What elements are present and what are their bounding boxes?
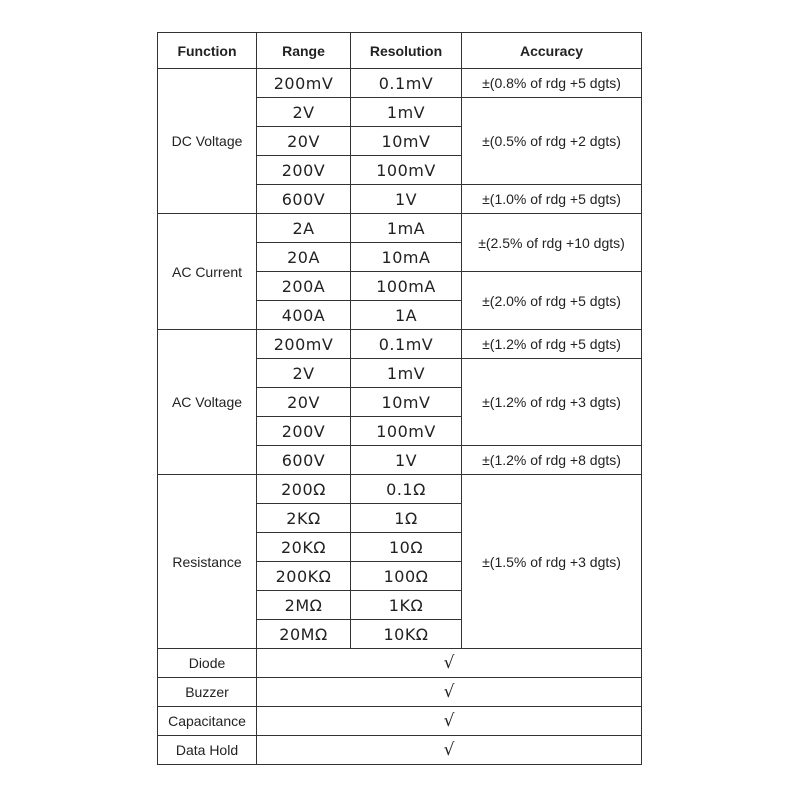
resolution-cell: 10mV: [351, 127, 462, 156]
accuracy-cell: ±(0.5% of rdg +2 dgts): [462, 98, 642, 185]
resolution-cell: 100Ω: [351, 562, 462, 591]
check-icon: √: [257, 707, 642, 736]
range-cell: 200V: [257, 417, 351, 446]
resolution-cell: 100mV: [351, 417, 462, 446]
range-cell: 200Ω: [257, 475, 351, 504]
resolution-cell: 1V: [351, 446, 462, 475]
function-data-hold: Data Hold: [158, 736, 257, 765]
function-resistance: Resistance: [158, 475, 257, 649]
resolution-cell: 1KΩ: [351, 591, 462, 620]
header-function: Function: [158, 33, 257, 69]
range-cell: 200mV: [257, 69, 351, 98]
resolution-cell: 1mV: [351, 98, 462, 127]
header-range: Range: [257, 33, 351, 69]
table-row: [158, 214, 642, 243]
header-accuracy: Accuracy: [462, 33, 642, 69]
table-row: [158, 649, 642, 678]
accuracy-cell: ±(1.5% of rdg +3 dgts): [462, 475, 642, 649]
check-icon: √: [257, 736, 642, 765]
range-cell: 2A: [257, 214, 351, 243]
range-cell: 200V: [257, 156, 351, 185]
accuracy-cell: ±(1.2% of rdg +3 dgts): [462, 359, 642, 446]
range-cell: 20V: [257, 388, 351, 417]
table-row: [158, 475, 642, 504]
accuracy-cell: ±(1.2% of rdg +8 dgts): [462, 446, 642, 475]
range-cell: 600V: [257, 446, 351, 475]
check-icon: √: [257, 678, 642, 707]
range-cell: 400A: [257, 301, 351, 330]
range-cell: 20KΩ: [257, 533, 351, 562]
range-cell: 2V: [257, 98, 351, 127]
header-row: [158, 33, 642, 69]
function-ac-voltage: AC Voltage: [158, 330, 257, 475]
table-row: [158, 736, 642, 765]
resolution-cell: 1Ω: [351, 504, 462, 533]
table-row: [158, 330, 642, 359]
accuracy-cell: ±(2.0% of rdg +5 dgts): [462, 272, 642, 330]
function-capacitance: Capacitance: [158, 707, 257, 736]
resolution-cell: 10Ω: [351, 533, 462, 562]
range-cell: 2MΩ: [257, 591, 351, 620]
resolution-cell: 100mA: [351, 272, 462, 301]
specification-table: [157, 32, 642, 765]
table-row: [158, 707, 642, 736]
resolution-cell: 1V: [351, 185, 462, 214]
range-cell: 600V: [257, 185, 351, 214]
range-cell: 2V: [257, 359, 351, 388]
range-cell: 20A: [257, 243, 351, 272]
function-diode: Diode: [158, 649, 257, 678]
resolution-cell: 0.1mV: [351, 330, 462, 359]
range-cell: 2KΩ: [257, 504, 351, 533]
resolution-cell: 10mA: [351, 243, 462, 272]
range-cell: 20V: [257, 127, 351, 156]
table-row: [158, 69, 642, 98]
check-icon: √: [257, 649, 642, 678]
table-row: [158, 678, 642, 707]
resolution-cell: 0.1Ω: [351, 475, 462, 504]
range-cell: 200KΩ: [257, 562, 351, 591]
accuracy-cell: ±(2.5% of rdg +10 dgts): [462, 214, 642, 272]
resolution-cell: 1mA: [351, 214, 462, 243]
accuracy-cell: ±(1.2% of rdg +5 dgts): [462, 330, 642, 359]
function-dc-voltage: DC Voltage: [158, 69, 257, 214]
resolution-cell: 1A: [351, 301, 462, 330]
range-cell: 200mV: [257, 330, 351, 359]
range-cell: 20MΩ: [257, 620, 351, 649]
function-buzzer: Buzzer: [158, 678, 257, 707]
resolution-cell: 10mV: [351, 388, 462, 417]
range-cell: 200A: [257, 272, 351, 301]
resolution-cell: 1mV: [351, 359, 462, 388]
header-resolution: Resolution: [351, 33, 462, 69]
resolution-cell: 10KΩ: [351, 620, 462, 649]
resolution-cell: 0.1mV: [351, 69, 462, 98]
resolution-cell: 100mV: [351, 156, 462, 185]
function-ac-current: AC Current: [158, 214, 257, 330]
accuracy-cell: ±(0.8% of rdg +5 dgts): [462, 69, 642, 98]
accuracy-cell: ±(1.0% of rdg +5 dgts): [462, 185, 642, 214]
